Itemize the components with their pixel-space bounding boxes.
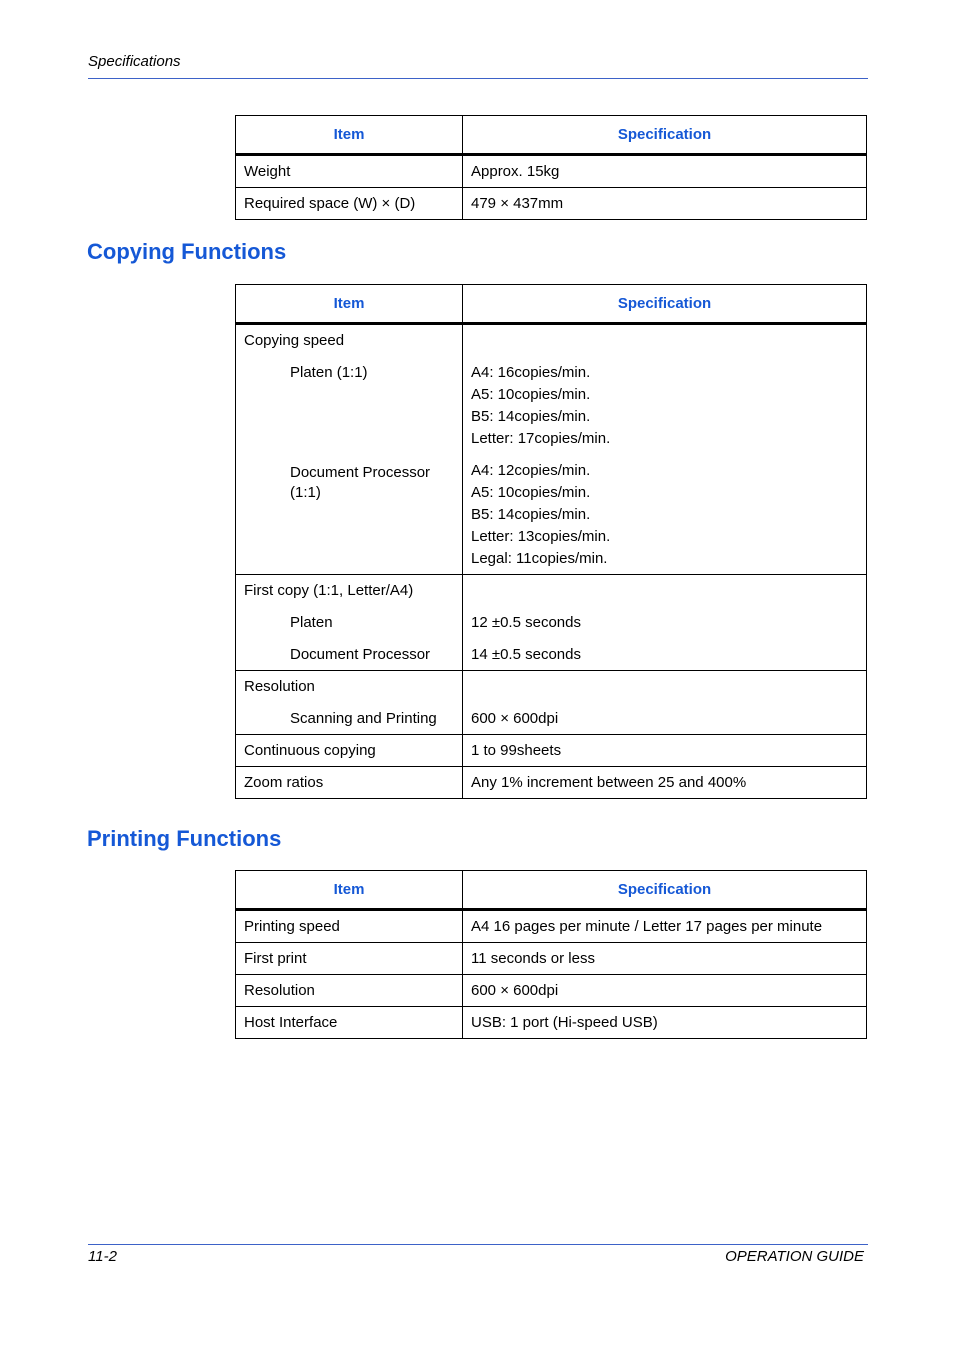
item-cell: First print <box>236 943 463 975</box>
item-cell <box>236 575 463 671</box>
item-cell: Resolution <box>236 975 463 1007</box>
platen-speed-a5: A5: 10copies/min. <box>471 386 591 403</box>
document-processor-ratio-label: (1:1) <box>290 484 321 501</box>
spec-cell: USB: 1 port (Hi-speed USB) <box>463 1007 867 1039</box>
document-processor-label: Document Processor <box>290 464 431 481</box>
item-cell: Continuous copying <box>236 735 463 767</box>
scanning-printing-label: Scanning and Printing <box>290 710 437 727</box>
spec-cell <box>463 324 867 575</box>
first-copy-label: First copy (1:1, Letter/A4) <box>244 582 414 599</box>
dp-speed-b5: B5: 14copies/min. <box>471 506 591 523</box>
item-cell: Zoom ratios <box>236 767 463 799</box>
column-header-specification: Specification <box>463 871 867 910</box>
general-spec-table <box>235 115 867 220</box>
dp-speed-a4: A4: 12copies/min. <box>471 462 591 479</box>
first-copy-dp-label: Document Processor <box>290 646 431 663</box>
table-row <box>236 767 867 799</box>
spec-cell <box>463 671 867 735</box>
item-cell: Printing speed <box>236 910 463 943</box>
table-header-row <box>236 116 867 155</box>
running-header: Specifications <box>88 53 181 70</box>
column-header-item: Item <box>236 871 463 910</box>
platen-speed-b5: B5: 14copies/min. <box>471 408 591 425</box>
column-header-item: Item <box>236 116 463 155</box>
item-cell: Required space (W) × (D) <box>236 188 463 220</box>
spec-cell: Approx. 15kg <box>463 155 867 188</box>
item-cell <box>236 671 463 735</box>
spec-cell: 479 × 437mm <box>463 188 867 220</box>
table-header-row <box>236 285 867 324</box>
platen-speed-a4: A4: 16copies/min. <box>471 364 591 381</box>
platen-label: Platen (1:1) <box>290 364 368 381</box>
spec-cell: 1 to 99sheets <box>463 735 867 767</box>
guide-title: OPERATION GUIDE <box>725 1248 864 1265</box>
item-cell: Weight <box>236 155 463 188</box>
table-row <box>236 1007 867 1039</box>
table-header-row <box>236 871 867 910</box>
first-copy-dp-value: 14 ±0.5 seconds <box>471 646 581 663</box>
table-row <box>236 910 867 943</box>
spec-cell: A4 16 pages per minute / Letter 17 pages per minute <box>463 910 867 943</box>
table-row <box>236 975 867 1007</box>
copying-speed-row <box>236 324 867 575</box>
table-row <box>236 943 867 975</box>
copying-functions-heading: Copying Functions <box>87 239 287 264</box>
column-header-specification: Specification <box>463 116 867 155</box>
spec-cell: 600 × 600dpi <box>463 975 867 1007</box>
spec-cell: Any 1% increment between 25 and 400% <box>463 767 867 799</box>
dp-speed-a5: A5: 10copies/min. <box>471 484 591 501</box>
column-header-item: Item <box>236 285 463 324</box>
printing-functions-heading: Printing Functions <box>87 826 282 851</box>
table-row <box>236 188 867 220</box>
table-row <box>236 735 867 767</box>
printing-spec-table <box>235 870 867 1039</box>
copying-speed-label: Copying speed <box>244 332 345 349</box>
dp-speed-letter: Letter: 13copies/min. <box>471 528 611 545</box>
spec-cell: 11 seconds or less <box>463 943 867 975</box>
item-cell: Host Interface <box>236 1007 463 1039</box>
spec-cell <box>463 575 867 671</box>
resolution-row <box>236 671 867 735</box>
page-number: 11-2 <box>88 1248 117 1265</box>
platen-speed-letter: Letter: 17copies/min. <box>471 430 611 447</box>
resolution-label: Resolution <box>244 678 315 695</box>
first-copy-platen-label: Platen <box>290 614 333 631</box>
dp-speed-legal: Legal: 11copies/min. <box>471 550 608 567</box>
item-cell <box>236 324 463 575</box>
column-header-specification: Specification <box>463 285 867 324</box>
resolution-value: 600 × 600dpi <box>471 710 559 727</box>
first-copy-platen-value: 12 ±0.5 seconds <box>471 614 581 631</box>
first-copy-row <box>236 575 867 671</box>
footer-rule <box>88 1244 868 1245</box>
header-rule <box>88 78 868 79</box>
copying-spec-table <box>235 284 867 799</box>
table-row <box>236 155 867 188</box>
